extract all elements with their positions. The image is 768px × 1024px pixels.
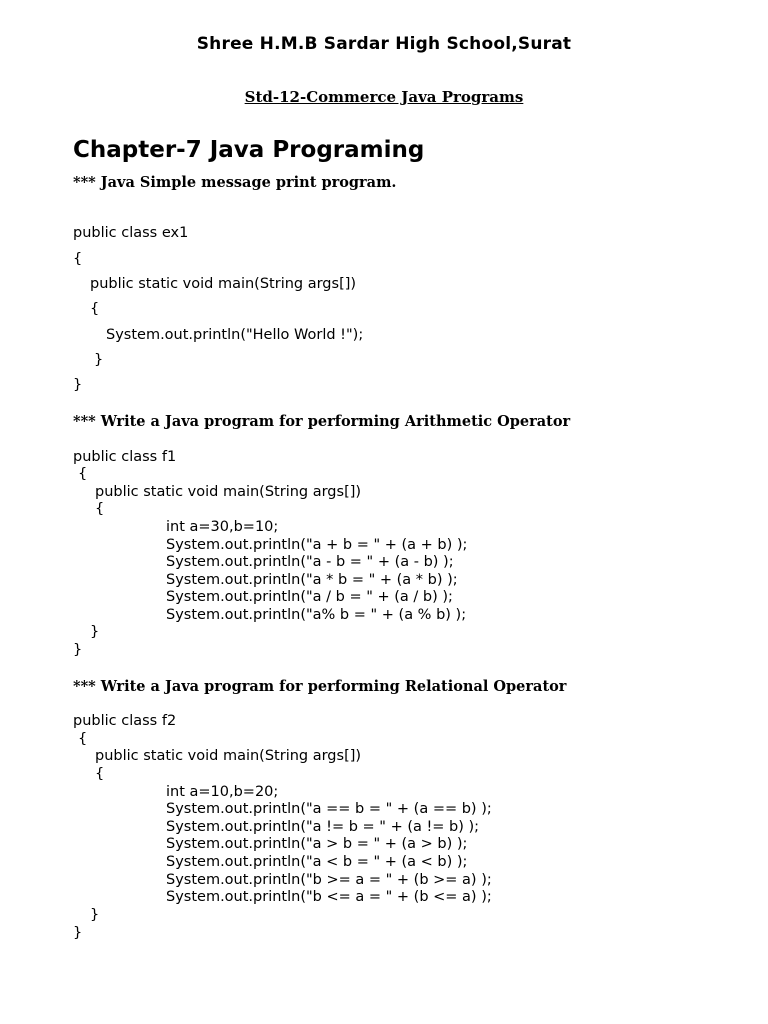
code-line: public static void main(String args[]) xyxy=(95,748,362,764)
code-line: { xyxy=(78,731,88,747)
chapter-title: Chapter-7 Java Programing xyxy=(73,137,425,163)
code-line: public class ex1 xyxy=(73,225,189,241)
section-heading-simple-print: *** Java Simple message print program. xyxy=(73,174,397,191)
code-line: int a=30,b=10; xyxy=(166,519,279,535)
code-line: System.out.println("a != b = " + (a != b) ); xyxy=(166,819,480,835)
section-heading-relational: *** Write a Java program for performing Relational Operator xyxy=(73,678,567,695)
code-line: { xyxy=(95,766,105,782)
code-line: } xyxy=(90,624,100,640)
code-line: } xyxy=(73,642,83,658)
code-line: System.out.println("a > b = " + (a > b) ); xyxy=(166,836,468,852)
code-line: public static void main(String args[]) xyxy=(95,484,362,500)
document-subtitle: Std-12-Commerce Java Programs xyxy=(244,88,524,106)
code-line: System.out.println("a% b = " + (a % b) ); xyxy=(166,607,467,623)
code-line: System.out.println("a / b = " + (a / b) ); xyxy=(166,589,453,605)
code-line: System.out.println("a - b = " + (a - b) ); xyxy=(166,554,454,570)
code-line: System.out.println("b <= a = " + (b <= a) ); xyxy=(166,889,492,905)
code-line: { xyxy=(78,466,88,482)
code-line: public class f1 xyxy=(73,449,177,465)
code-line: { xyxy=(90,301,100,317)
code-line: System.out.println("b >= a = " + (b >= a) ); xyxy=(166,872,492,888)
code-line: public static void main(String args[]) xyxy=(90,276,357,292)
code-line: System.out.println("a * b = " + (a * b) ); xyxy=(166,572,458,588)
code-line: } xyxy=(90,907,100,923)
code-line: } xyxy=(94,352,104,368)
code-line: System.out.println("a + b = " + (a + b) ); xyxy=(166,537,468,553)
code-line: public class f2 xyxy=(73,713,177,729)
school-name: Shree H.M.B Sardar High School,Surat xyxy=(196,34,572,54)
code-line: int a=10,b=20; xyxy=(166,784,279,800)
section-heading-arithmetic: *** Write a Java program for performing Arithmetic Operator xyxy=(73,413,571,430)
code-line: System.out.println("Hello World !"); xyxy=(106,327,364,343)
code-line: { xyxy=(95,501,105,517)
code-line: { xyxy=(73,251,83,267)
code-line: } xyxy=(73,925,83,941)
code-line: System.out.println("a == b = " + (a == b) ); xyxy=(166,801,492,817)
code-line: } xyxy=(73,377,83,393)
code-line: System.out.println("a < b = " + (a < b) ); xyxy=(166,854,468,870)
